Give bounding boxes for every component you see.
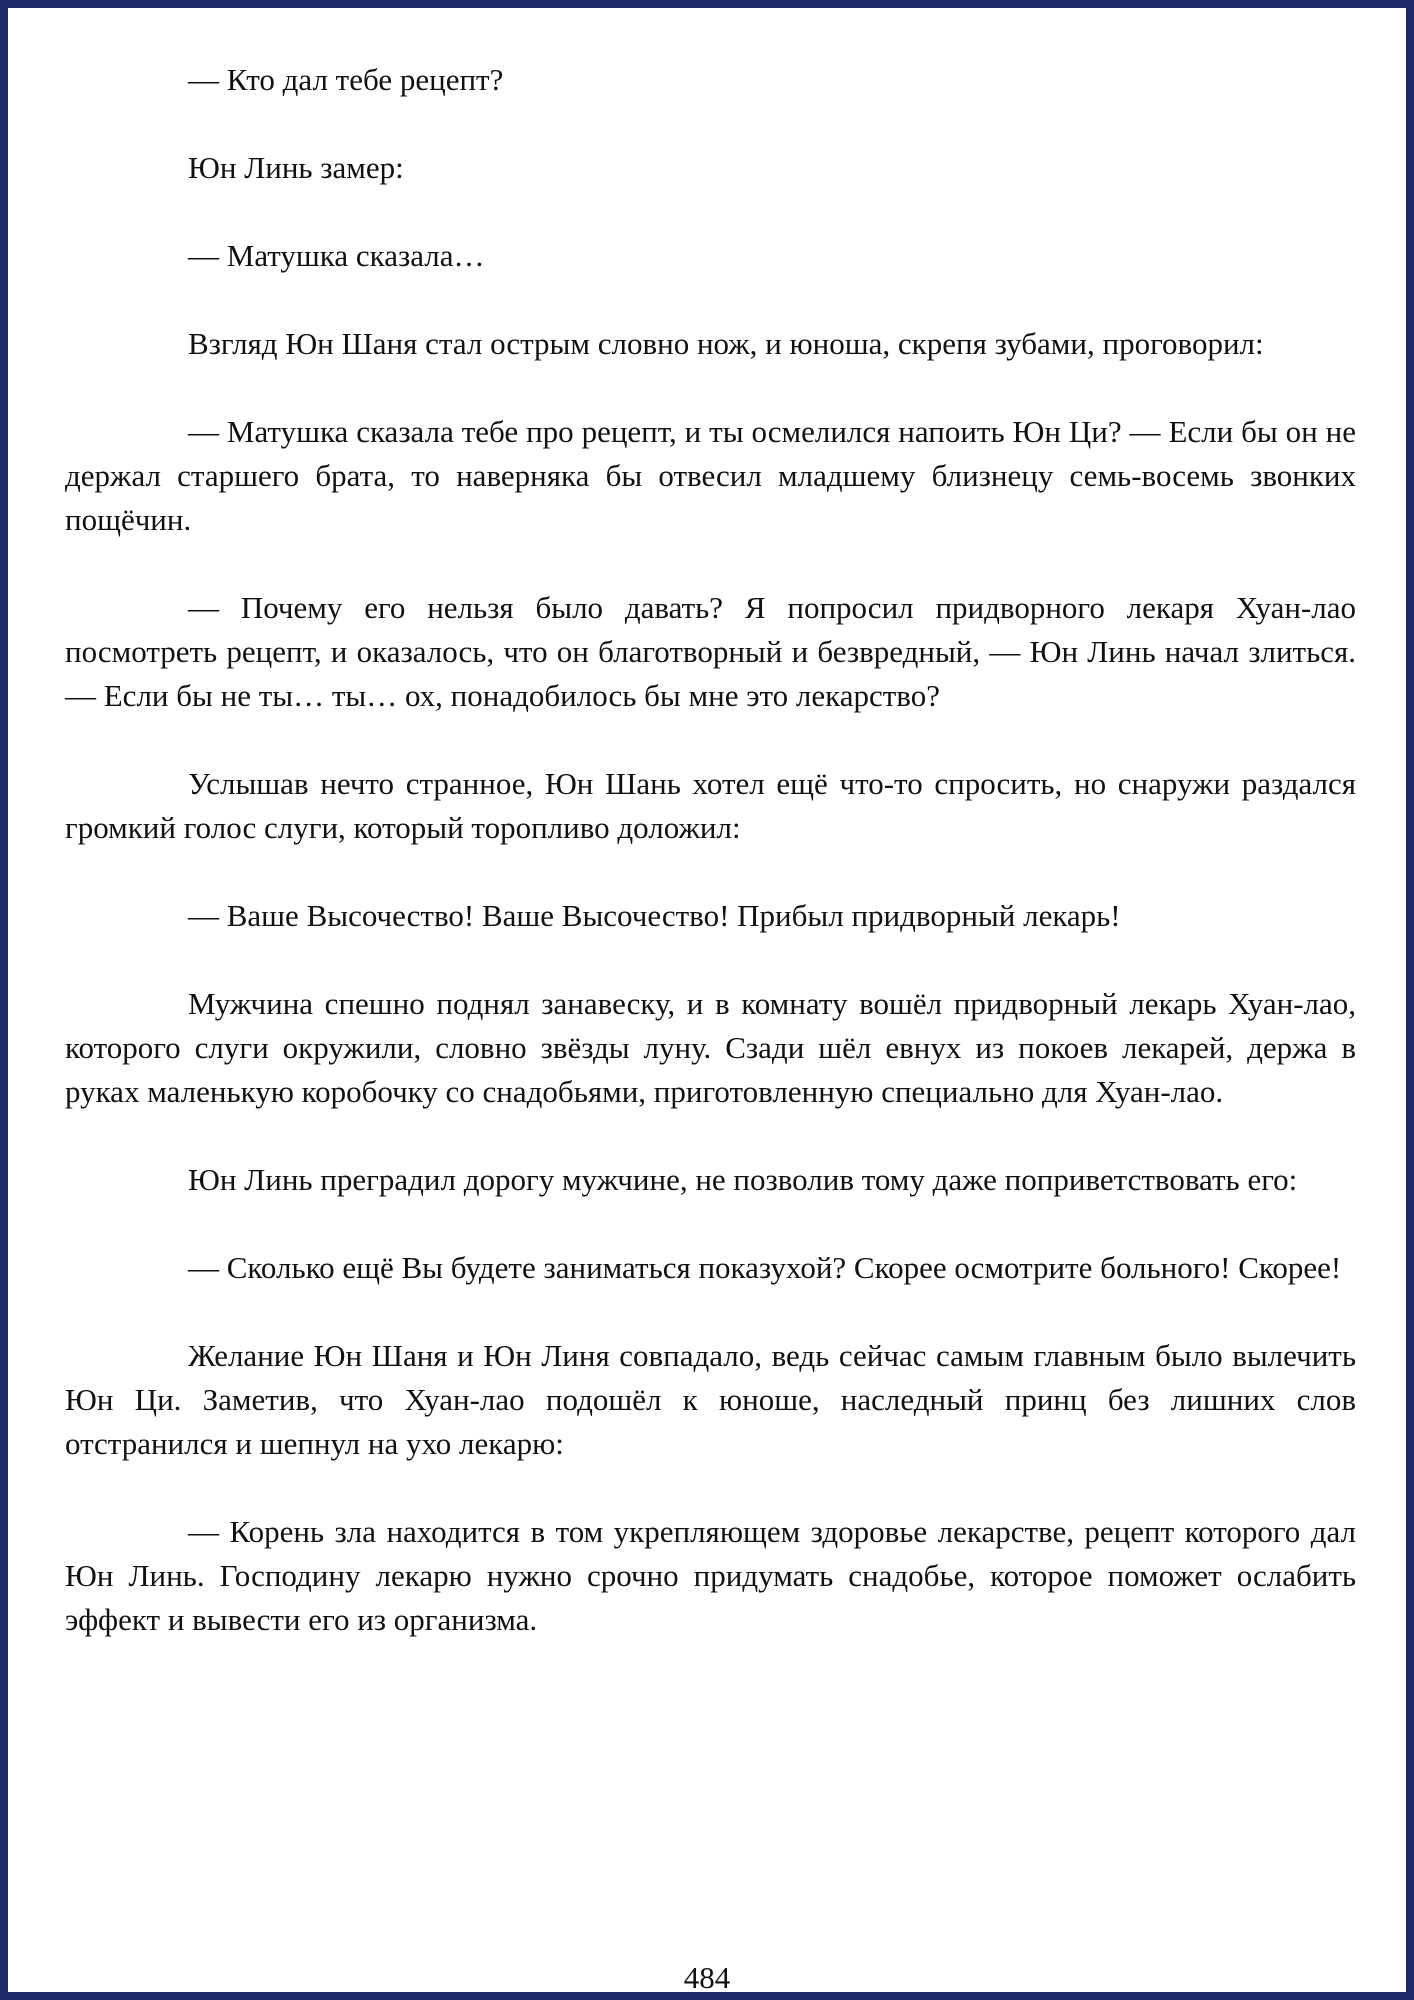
paragraph: — Почему его нельзя было давать? Я попросил придворного лекаря Хуан-лао посмотреть рецепт, и оказалось, что он благотворный и безвредный, — Юн Линь начал злиться. — Если бы не ты… ты… ох, понадобилось бы мне это лекарство? [65,590,1356,713]
paragraph: — Ваше Высочество! Ваше Высочество! Прибыл придворный лекарь! [188,898,1121,933]
paragraph: Юн Линь замер: [188,150,404,185]
paragraph: — Матушка сказала тебе про рецепт, и ты осмелился напоить Юн Ци? — Если бы он не держал старшего брата, то наверняка бы отвесил младшему близнецу семь-восемь звонких пощёчин. [65,414,1356,537]
paragraph: — Кто дал тебе рецепт? [188,62,504,97]
paragraph: Взгляд Юн Шаня стал острым словно нож, и юноша, скрепя зубами, проговорил: [188,326,1264,361]
paragraph: Юн Линь преградил дорогу мужчине, не позволив тому даже поприветствовать его: [188,1162,1298,1197]
paragraph: Желание Юн Шаня и Юн Линя совпадало, ведь сейчас самым главным было вылечить Юн Ци. Заметив, что Хуан-лао подошёл к юноше, наследный принц без лишних слов отстранился и шепнул на ухо лекарю: [65,1338,1356,1461]
paragraph: — Матушка сказала… [188,238,485,273]
paragraph: — Сколько ещё Вы будете заниматься показухой? Скорее осмотрите больного! Скорее! [188,1250,1342,1285]
paragraph: Услышав нечто странное, Юн Шань хотел ещё что-то спросить, но снаружи раздался громкий голос слуги, который торопливо доложил: [65,766,1356,845]
page-number: 484 [683,1960,731,1995]
paragraph: Мужчина спешно поднял занавеску, и в комнату вошёл придворный лекарь Хуан-лао, которого слуги окружили, словно звёзды луну. Сзади шёл евнух из покоев лекарей, держа в руках маленькую коробочку со снадобьями, приготовленную специально для Хуан-лао. [65,986,1356,1109]
page-body [65,58,1356,1686]
paragraph: — Корень зла находится в том укрепляющем здоровье лекарстве, рецепт которого дал Юн Линь. Господину лекарю нужно срочно придумать снадобье, которое поможет ослабить эффект и вывести его из организма. [65,1514,1356,1637]
